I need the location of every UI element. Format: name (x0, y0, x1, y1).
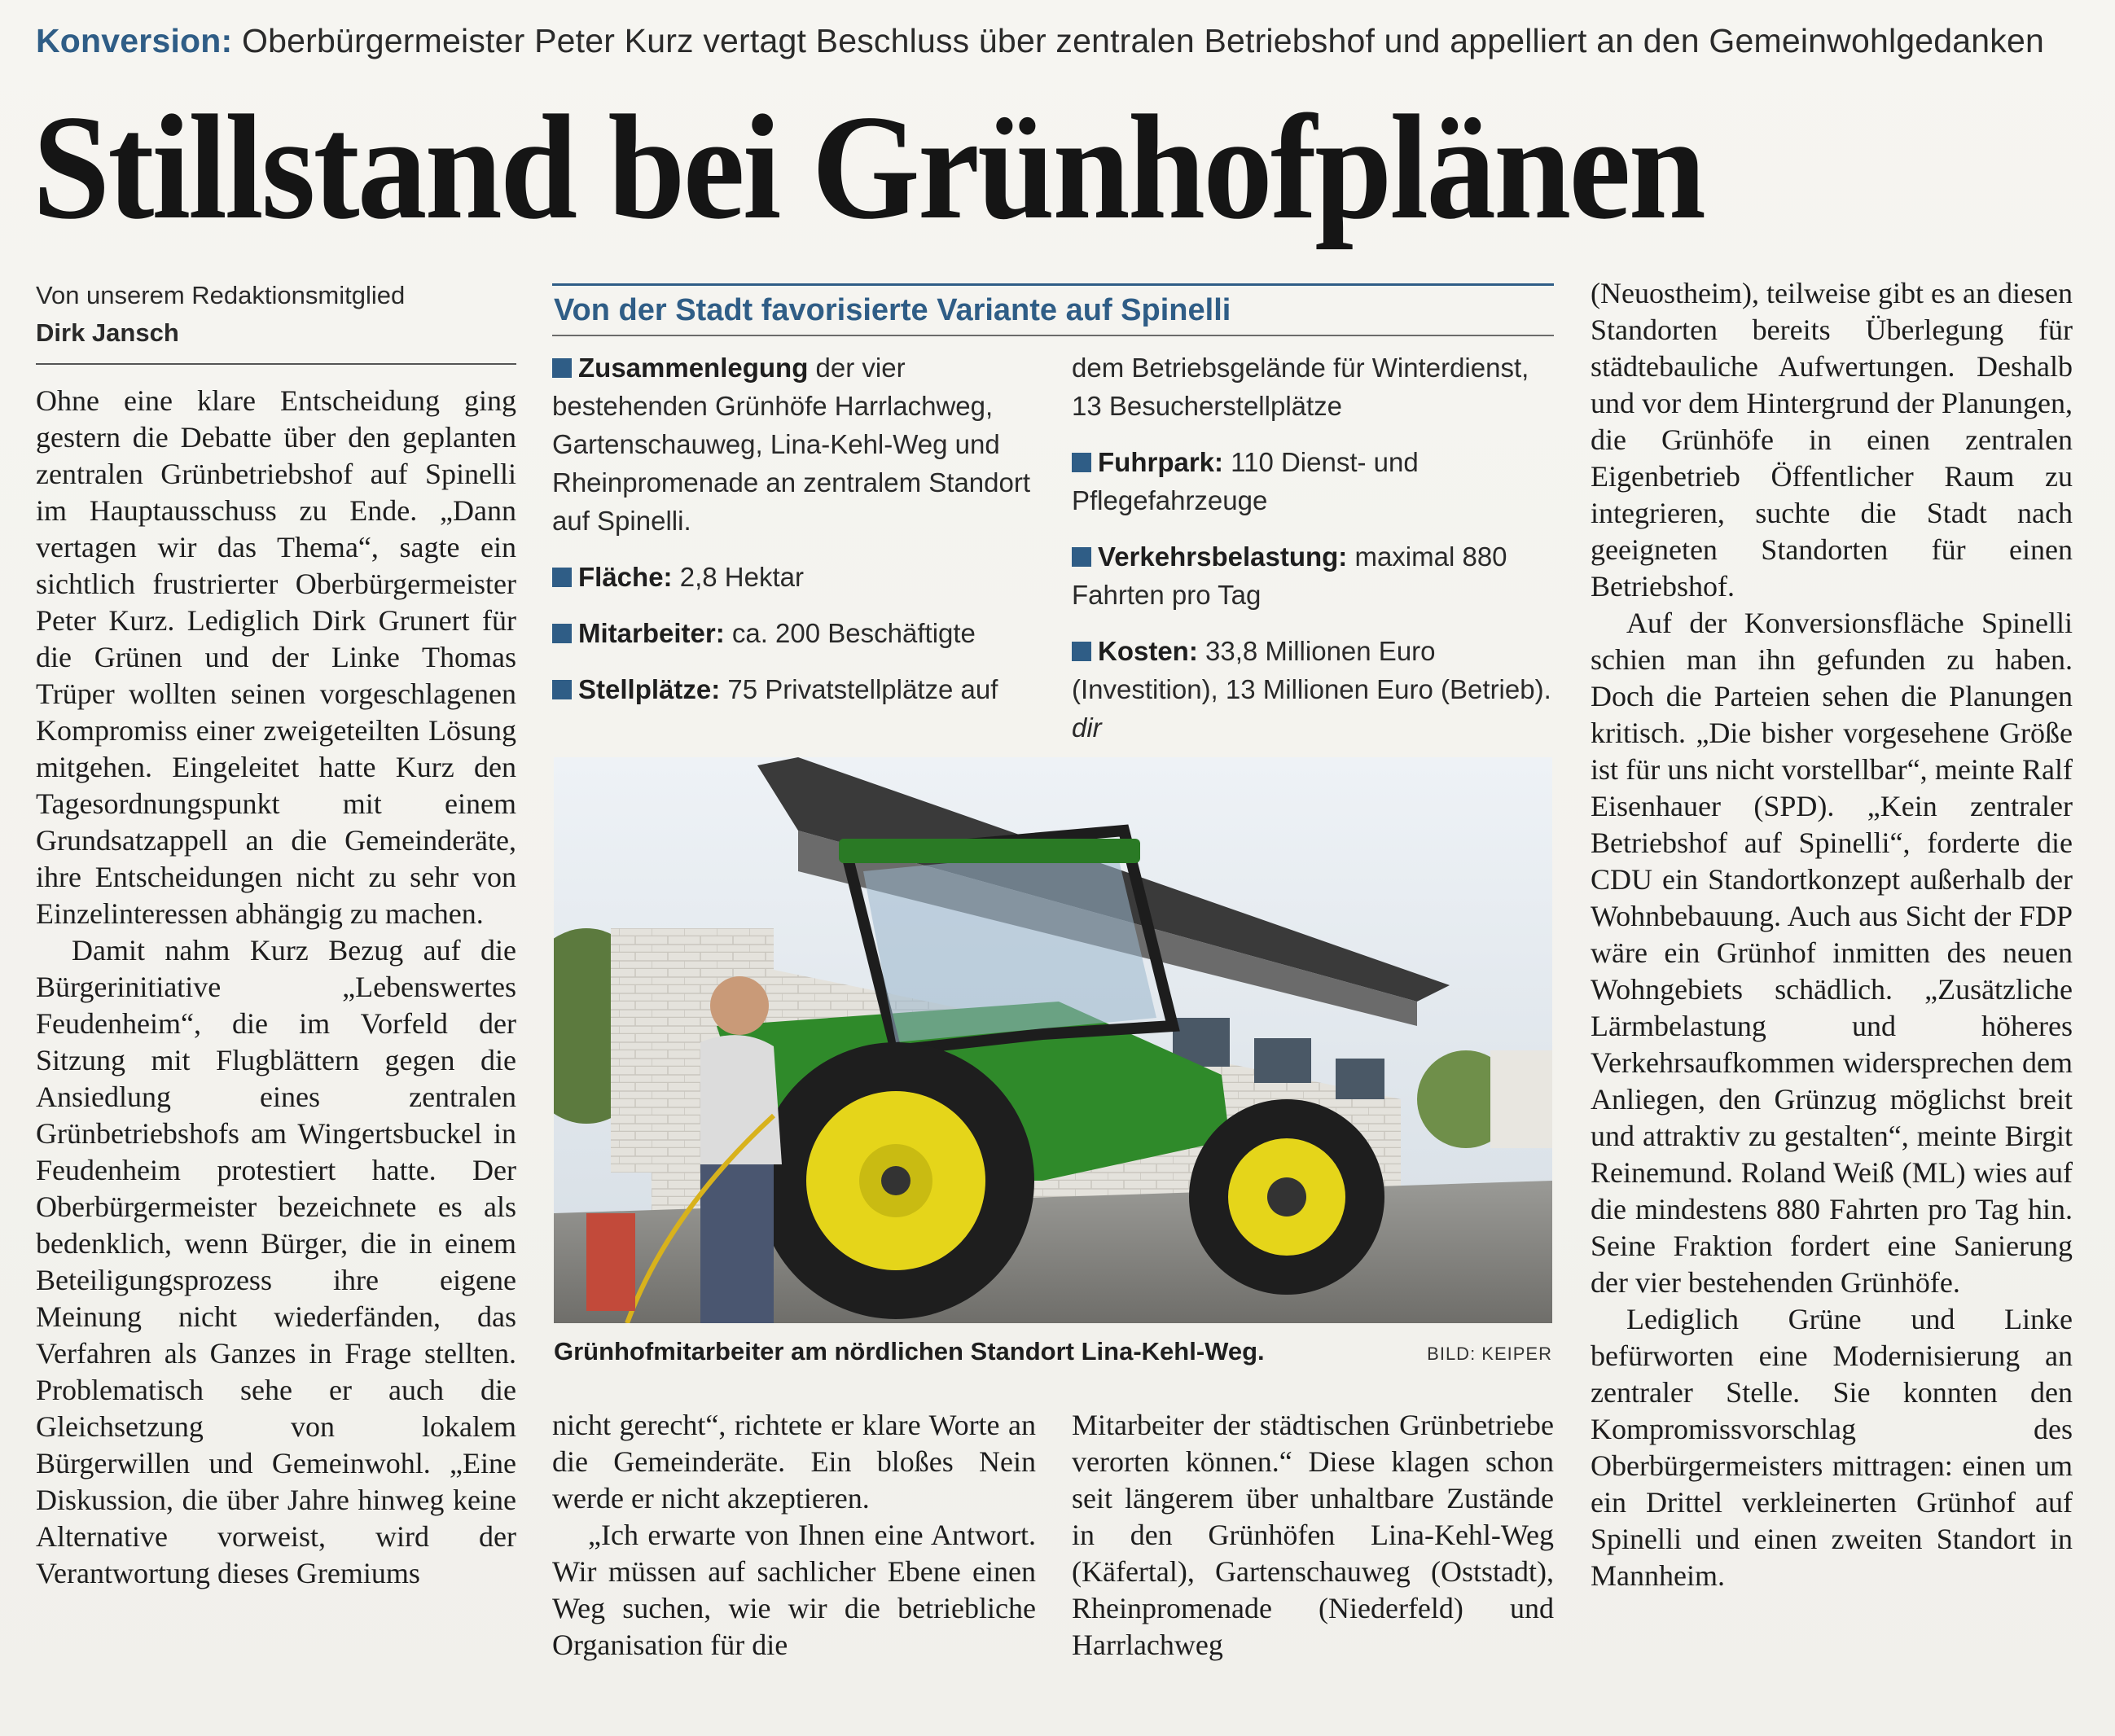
infobox-item (1072, 632, 1560, 747)
infobox-item-label: Fuhrpark: (1098, 447, 1224, 477)
infobox-column-left (552, 349, 1041, 726)
infobox-item-text: 110 Dienst- und Pflegefahrzeuge (1072, 447, 1419, 515)
bullet-square-icon (552, 568, 572, 587)
headline: Stillstand bei Grünhofplänen (33, 84, 1705, 250)
infobox-item-label: Stellplätze: (578, 674, 721, 704)
paragraph: nicht gerecht“, richtete er klare Worte an die Gemeinderäte. Ein bloßes Nein werde er nicht akzeptieren. (552, 1409, 1036, 1515)
infobox-item (552, 558, 1041, 596)
byline (36, 277, 516, 365)
infobox-item-label: Fläche: (578, 562, 673, 592)
bullet-square-icon (552, 680, 572, 699)
infobox-item (552, 349, 1041, 540)
tractor-illustration (554, 757, 1552, 1323)
article-column-2 (552, 1407, 1036, 1716)
kicker-label: Konversion: (36, 22, 233, 59)
article-column-1 (36, 383, 516, 1718)
bullet-square-icon (552, 358, 572, 378)
infobox-item-text: maximal 880 Fahrten pro Tag (1072, 541, 1507, 610)
infobox-title: Von der Stadt favorisierte Variante auf Spinelli (552, 283, 1554, 336)
photo-credit: BILD: KEIPER (1427, 1344, 1552, 1364)
kicker-text: Oberbürgermeister Peter Kurz vertagt Beschluss über zentralen Betriebshof und appelliert an den Gemeinwohlgedanken (242, 22, 2044, 59)
infobox-item (552, 670, 1041, 708)
bullet-square-icon (1072, 453, 1091, 472)
paragraph: Mitarbeiter der städtischen Grünbetriebe verorten können.“ Diese klagen schon seit längerem über unhaltbare Zustände in den Grünhöfen Lina-Kehl-Weg (Käfertal), Gartenschauweg (Oststadt), Rheinpromenade (Niederfeld) und Harrlachweg (1072, 1409, 1554, 1661)
tractor-photo (554, 757, 1552, 1323)
infobox-item-label: Mitarbeiter: (578, 618, 725, 648)
infobox-item-text: ca. 200 Beschäftigte (724, 618, 976, 648)
bullet-square-icon (552, 624, 572, 643)
photo-caption-row (554, 1335, 1552, 1368)
author-signature: dir (1072, 712, 1102, 743)
infobox-item-text: 33,8 Millionen Euro (Investition), 13 Millionen Euro (Betrieb). (1072, 636, 1551, 704)
infobox-item-label: Verkehrsbelastung: (1098, 541, 1348, 572)
paragraph: Damit nahm Kurz Bezug auf die Bürgerinitiative „Lebenswertes Feudenheim“, die im Vorfeld der Sitzung mit Flugblättern gegen die Ansiedlung eines zentralen Grünbetriebshofs am Wingertsbuckel in Feudenheim protestiert hatte. Der Oberbürgermeister bezeichnete es als bedenklich, wenn Bürger, die in einem Beteiligungsprozess ihre eigene Meinung nicht wiederfänden, das Verfahren als Ganzes in Frage stellten. Problematisch sehe er auch die Gleichsetzung von lokalem Bürgerwillen und Gemeinwohl. „Eine Diskussion, die über Jahre hinweg keine Alternative vorweist, wird der Verantwortung dieses Gremiums (36, 934, 516, 1589)
paragraph: Auf der Konversionsfläche Spinelli schien man ihn gefunden zu haben. Doch die Parteien sehen die Planungen kritisch. „Die bisher vorgesehene Größe ist für uns nicht vorstellbar“, meinte Ralf Eisenhauer (SPD). „Kein zentraler Betriebshof auf Spinelli“, forderte die CDU ein Standortkonzept außerhalb der Wohnbebauung. Auch aus Sicht der FDP wäre ein Grünhof inmitten des neuen Wohngebiets schädlich. „Zusätzliche Lärmbelastung und höheres Verkehrsaufkommen widersprechen dem Anliegen, den Grünzug möglichst breit und attraktiv zu gestalten“, meinte Birgit Reinemund. Roland Weiß (ML) wies auf die mindestens 880 Fahrten pro Tag hin. Seine Fraktion fordert eine Sanierung der vier bestehenden Grünhöfe. (1591, 607, 2073, 1299)
byline-intro: Von unserem Redaktionsmitglied (36, 281, 406, 309)
infobox-item-label: Kosten: (1098, 636, 1198, 666)
infobox-column-right (1072, 349, 1560, 765)
infobox-item-label: Zusammenlegung (578, 353, 809, 383)
byline-author: Dirk Jansch (36, 318, 179, 347)
infobox-item-text: 75 Privatstellplätze auf (720, 674, 998, 704)
infobox-item (1072, 443, 1560, 519)
paragraph: „Ich erwarte von Ihnen eine Antwort. Wir müssen auf sachlicher Ebene einen Weg suchen, wie wir die betriebliche Organisation für die (552, 1519, 1036, 1661)
infobox-item-continued: dem Betriebsgelände für Winterdienst, 13 Besucherstellplätze (1072, 353, 1529, 421)
article-column-3 (1072, 1407, 1554, 1716)
photo-caption: Grünhofmitarbeiter am nördlichen Standort Lina-Kehl-Weg. (554, 1337, 1265, 1366)
infobox-item (1072, 537, 1560, 614)
bullet-square-icon (1072, 642, 1091, 661)
bullet-square-icon (1072, 547, 1091, 567)
article-column-4 (1591, 275, 2073, 1708)
infobox-item-text: der vier bestehenden Grünhöfe Harrlachweg, Gartenschauweg, Lina-Kehl-Weg und Rheinpromenade an zentralem Standort auf Spinelli. (552, 353, 1031, 536)
paragraph: Lediglich Grüne und Linke befürworten eine Modernisierung an zentraler Stelle. Sie konnten den Kompromissvorschlag des Oberbürgermeisters mittragen: einen um ein Drittel verkleinerten Grünhof auf Spinelli und einen zweiten Standort in Mannheim. (1591, 1303, 2073, 1592)
kicker-line (36, 18, 2088, 64)
infobox-item-text: 2,8 Hektar (672, 562, 804, 592)
infobox-item (552, 614, 1041, 652)
paragraph: Ohne eine klare Entscheidung ging gestern die Debatte über den geplanten zentralen Grünbetriebshof auf Spinelli im Hauptausschuss zu Ende. „Dann vertagen wir das Thema“, sagte ein sichtlich frustrierter Oberbürgermeister Peter Kurz. Lediglich Dirk Grunert für die Grünen und der Linke Thomas Trüper wollten seinen vorgeschlagenen Kompromiss einer zweigeteilten Lösung mitgehen. Eingeleitet hatte Kurz den Tagesordnungspunkt mit einem Grundsatzappell an die Gemeinderäte, ihre Entscheidungen nicht zu sehr von Einzelinteressen abhängig zu machen. (36, 384, 516, 930)
paragraph: (Neuostheim), teilweise gibt es an diesen Standorten bereits Überlegung für städtebauliche Aufwertungen. Deshalb und vor dem Hintergrund der Planungen, die Grünhöfe in einen zentralen Eigenbetrieb Öffentlicher Raum zu integrieren, suchte die Stadt nach geeigneten Standorten für einen Betriebshof. (1591, 277, 2073, 603)
